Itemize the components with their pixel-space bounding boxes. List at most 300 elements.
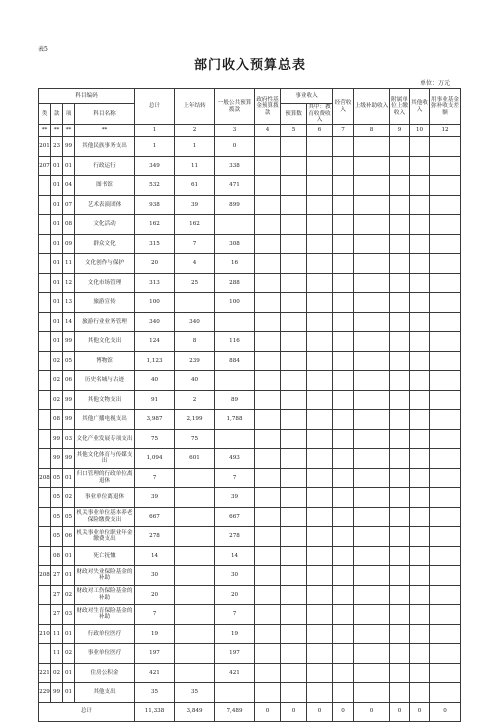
row-general-budget: 288 [215, 273, 255, 293]
subject-name: 住房公积金 [75, 663, 135, 683]
row-operating [333, 137, 354, 157]
class-code [39, 371, 51, 391]
section-code: 99 [63, 137, 75, 157]
row-fund-balance [430, 429, 461, 449]
row-edu-fees [307, 371, 333, 391]
class-code [39, 449, 51, 469]
row-budget-sub [281, 488, 307, 508]
row-fund-balance [430, 312, 461, 332]
row-total: 35 [135, 683, 175, 703]
row-gov-fund [255, 683, 281, 703]
row-subordinate [390, 663, 410, 683]
header-fund-balance: 用事业基金弥补收支差额 [430, 89, 461, 125]
item-code: 01 [51, 234, 63, 254]
row-fund-balance [430, 293, 461, 313]
row-edu-fees [307, 566, 333, 586]
item-code: 27 [51, 585, 63, 605]
row-operating [333, 273, 354, 293]
row-fund-balance [430, 390, 461, 410]
row-operating [333, 410, 354, 430]
item-code: 99 [51, 449, 63, 469]
table-row [39, 215, 461, 235]
row-total: 30 [135, 566, 175, 586]
star-marker: ** [75, 125, 135, 137]
row-other [410, 254, 430, 274]
row-gov-fund [255, 332, 281, 352]
section-code: 11 [63, 254, 75, 274]
table-row [39, 176, 461, 196]
row-superior-subsidy [354, 176, 390, 196]
row-operating [333, 683, 354, 703]
row-operating [333, 644, 354, 664]
row-other [410, 156, 430, 176]
row-general-budget: 884 [215, 351, 255, 371]
item-code: 01 [51, 332, 63, 352]
row-superior-subsidy [354, 293, 390, 313]
column-number: 7 [333, 125, 354, 137]
class-code: 221 [39, 663, 51, 683]
subject-name: 历史名城与古迹 [75, 371, 135, 391]
row-superior-subsidy [354, 137, 390, 157]
subject-name: 其他支出 [75, 683, 135, 703]
row-total: 315 [135, 234, 175, 254]
row-fund-balance [430, 410, 461, 430]
row-general-budget [215, 429, 255, 449]
row-budget-sub [281, 390, 307, 410]
row-total: 1,094 [135, 449, 175, 469]
row-edu-fees [307, 644, 333, 664]
section-code: 05 [63, 351, 75, 371]
row-gov-fund [255, 371, 281, 391]
row-carryover [175, 663, 215, 683]
row-subordinate [390, 546, 410, 566]
row-gov-fund [255, 605, 281, 625]
row-other [410, 293, 430, 313]
row-gov-fund [255, 449, 281, 469]
subject-name: 事业单位医疗 [75, 644, 135, 664]
row-superior-subsidy [354, 156, 390, 176]
row-edu-fees [307, 683, 333, 703]
row-fund-balance [430, 683, 461, 703]
row-general-budget: 493 [215, 449, 255, 469]
row-budget-sub [281, 156, 307, 176]
class-code [39, 605, 51, 625]
row-operating [333, 488, 354, 508]
row-gov-fund [255, 390, 281, 410]
table-row [39, 293, 461, 313]
section-code: 06 [63, 527, 75, 547]
row-total: 938 [135, 195, 175, 215]
row-subordinate [390, 507, 410, 527]
row-subordinate [390, 137, 410, 157]
row-superior-subsidy [354, 605, 390, 625]
row-other [410, 351, 430, 371]
row-budget-sub [281, 254, 307, 274]
row-subordinate [390, 293, 410, 313]
row-superior-subsidy [354, 273, 390, 293]
row-general-budget: 308 [215, 234, 255, 254]
subject-name: 其他文化支出 [75, 332, 135, 352]
row-operating [333, 624, 354, 644]
row-general-budget [215, 215, 255, 235]
table-row [39, 137, 461, 157]
row-total: 20 [135, 585, 175, 605]
section-code: 01 [63, 663, 75, 683]
row-subordinate [390, 449, 410, 469]
row-budget-sub [281, 468, 307, 488]
row-operating [333, 176, 354, 196]
row-fund-balance [430, 195, 461, 215]
section-code: 06 [63, 371, 75, 391]
row-carryover [175, 585, 215, 605]
row-budget-sub [281, 624, 307, 644]
row-carryover: 35 [175, 683, 215, 703]
row-edu-fees [307, 254, 333, 274]
class-code [39, 546, 51, 566]
class-code: 207 [39, 156, 51, 176]
total-budget-sub: 0 [281, 702, 307, 721]
row-gov-fund [255, 273, 281, 293]
row-superior-subsidy [354, 449, 390, 469]
item-code: 27 [51, 605, 63, 625]
subject-name: 博物馆 [75, 351, 135, 371]
row-other [410, 410, 430, 430]
header-general-budget: 一般公共预算拨款 [215, 89, 255, 125]
row-fund-balance [430, 605, 461, 625]
row-general-budget: 421 [215, 663, 255, 683]
row-total: 7 [135, 468, 175, 488]
row-gov-fund [255, 663, 281, 683]
row-general-budget: 30 [215, 566, 255, 586]
row-other [410, 663, 430, 683]
subject-name: 归口管理的行政单位离退休 [75, 468, 135, 488]
column-number: 2 [175, 125, 215, 137]
row-other [410, 429, 430, 449]
row-subordinate [390, 624, 410, 644]
row-total: 3,987 [135, 410, 175, 430]
class-code: 201 [39, 137, 51, 157]
row-subordinate [390, 371, 410, 391]
row-edu-fees [307, 234, 333, 254]
row-superior-subsidy [354, 488, 390, 508]
row-carryover: 239 [175, 351, 215, 371]
row-other [410, 644, 430, 664]
row-superior-subsidy [354, 468, 390, 488]
row-general-budget: 278 [215, 527, 255, 547]
table-row [39, 449, 461, 469]
row-other [410, 273, 430, 293]
row-gov-fund [255, 585, 281, 605]
row-superior-subsidy [354, 527, 390, 547]
row-gov-fund [255, 488, 281, 508]
table-number: 表5 [38, 46, 48, 53]
row-budget-sub [281, 312, 307, 332]
section-code: 03 [63, 429, 75, 449]
row-carryover: 340 [175, 312, 215, 332]
class-code [39, 488, 51, 508]
row-operating [333, 312, 354, 332]
row-edu-fees [307, 215, 333, 235]
subject-name: 财政对生育保险基金的补助 [75, 605, 135, 625]
row-subordinate [390, 390, 410, 410]
row-total: 278 [135, 527, 175, 547]
row-total: 340 [135, 312, 175, 332]
row-subordinate [390, 644, 410, 664]
row-budget-sub [281, 566, 307, 586]
item-code: 05 [51, 468, 63, 488]
row-edu-fees [307, 527, 333, 547]
row-total: 1,123 [135, 351, 175, 371]
subject-name: 文化创作与保护 [75, 254, 135, 274]
row-carryover: 39 [175, 195, 215, 215]
table-row [39, 273, 461, 293]
row-carryover: 8 [175, 332, 215, 352]
section-code: 07 [63, 195, 75, 215]
item-code: 01 [51, 215, 63, 235]
row-superior-subsidy [354, 507, 390, 527]
row-subordinate [390, 254, 410, 274]
row-superior-subsidy [354, 215, 390, 235]
row-carryover [175, 546, 215, 566]
row-budget-sub [281, 332, 307, 352]
section-code: 02 [63, 644, 75, 664]
row-carryover: 601 [175, 449, 215, 469]
table-row [39, 332, 461, 352]
column-number: 9 [390, 125, 410, 137]
row-edu-fees [307, 488, 333, 508]
column-number: 3 [215, 125, 255, 137]
row-gov-fund [255, 468, 281, 488]
item-code: 05 [51, 488, 63, 508]
item-code: 01 [51, 176, 63, 196]
table-row [39, 351, 461, 371]
row-general-budget: 1,788 [215, 410, 255, 430]
row-edu-fees [307, 273, 333, 293]
subject-name: 死亡抚恤 [75, 546, 135, 566]
row-operating [333, 663, 354, 683]
row-operating [333, 156, 354, 176]
row-other [410, 546, 430, 566]
row-total: 667 [135, 507, 175, 527]
section-code: 04 [63, 176, 75, 196]
header-subject-code: 科目编码 [39, 89, 135, 104]
item-code: 01 [51, 254, 63, 274]
row-budget-sub [281, 410, 307, 430]
header-subordinate-income: 附属单位上缴收入 [390, 89, 410, 125]
row-total: 162 [135, 215, 175, 235]
item-code: 99 [51, 429, 63, 449]
row-budget-sub [281, 137, 307, 157]
row-carryover: 1 [175, 137, 215, 157]
row-total: 19 [135, 624, 175, 644]
row-fund-balance [430, 585, 461, 605]
total-operating: 0 [333, 702, 354, 721]
header-operating-income: 经营收入 [333, 89, 354, 125]
row-general-budget: 338 [215, 156, 255, 176]
row-subordinate [390, 312, 410, 332]
row-general-budget: 0 [215, 137, 255, 157]
header-gov-fund: 政府性基金预算拨款 [255, 89, 281, 125]
row-gov-fund [255, 176, 281, 196]
row-total: 1 [135, 137, 175, 157]
column-number: 5 [281, 125, 307, 137]
row-carryover: 2,199 [175, 410, 215, 430]
row-operating [333, 390, 354, 410]
table-row [39, 585, 461, 605]
row-total: 14 [135, 546, 175, 566]
row-general-budget: 16 [215, 254, 255, 274]
row-operating [333, 566, 354, 586]
row-other [410, 683, 430, 703]
header-section: 项 [63, 104, 75, 125]
row-gov-fund [255, 410, 281, 430]
row-fund-balance [430, 176, 461, 196]
section-code: 13 [63, 293, 75, 313]
row-edu-fees [307, 507, 333, 527]
table-row [39, 527, 461, 547]
row-budget-sub [281, 527, 307, 547]
subject-name: 行政运行 [75, 156, 135, 176]
row-other [410, 624, 430, 644]
row-general-budget: 20 [215, 585, 255, 605]
subject-name: 文化活动 [75, 215, 135, 235]
row-superior-subsidy [354, 195, 390, 215]
table-row [39, 410, 461, 430]
item-code: 99 [51, 683, 63, 703]
row-carryover: 2 [175, 390, 215, 410]
row-edu-fees [307, 429, 333, 449]
row-fund-balance [430, 137, 461, 157]
row-fund-balance [430, 546, 461, 566]
header-carryover: 上年结转 [175, 89, 215, 125]
row-general-budget: 197 [215, 644, 255, 664]
row-budget-sub [281, 585, 307, 605]
item-code: 23 [51, 137, 63, 157]
row-operating [333, 449, 354, 469]
row-subordinate [390, 410, 410, 430]
class-code: 208 [39, 468, 51, 488]
section-code: 05 [63, 507, 75, 527]
row-carryover [175, 566, 215, 586]
table-row [39, 488, 461, 508]
table-row [39, 624, 461, 644]
class-code [39, 195, 51, 215]
row-carryover: 40 [175, 371, 215, 391]
subject-name: 其他广播电视支出 [75, 410, 135, 430]
subject-name: 其他民族事务支出 [75, 137, 135, 157]
row-superior-subsidy [354, 644, 390, 664]
subject-name: 其他文化体育与传媒支出 [75, 449, 135, 469]
row-superior-subsidy [354, 254, 390, 274]
item-code: 02 [51, 351, 63, 371]
row-superior-subsidy [354, 312, 390, 332]
row-budget-sub [281, 449, 307, 469]
table-row [39, 468, 461, 488]
row-other [410, 195, 430, 215]
row-edu-fees [307, 312, 333, 332]
star-marker: ** [51, 125, 63, 137]
row-budget-sub [281, 663, 307, 683]
section-code: 99 [63, 449, 75, 469]
row-edu-fees [307, 137, 333, 157]
row-subordinate [390, 332, 410, 352]
section-code: 02 [63, 488, 75, 508]
row-gov-fund [255, 507, 281, 527]
row-operating [333, 371, 354, 391]
row-fund-balance [430, 507, 461, 527]
row-subordinate [390, 585, 410, 605]
page-title: 部门收入预算总表 [193, 58, 306, 73]
header-total: 总计 [135, 89, 175, 125]
column-number: 6 [307, 125, 333, 137]
item-code: 02 [51, 390, 63, 410]
table-row [39, 390, 461, 410]
total-row [39, 702, 461, 721]
row-superior-subsidy [354, 429, 390, 449]
row-other [410, 566, 430, 586]
row-carryover [175, 644, 215, 664]
item-code: 11 [51, 624, 63, 644]
row-total: 91 [135, 390, 175, 410]
row-fund-balance [430, 215, 461, 235]
item-code: 05 [51, 507, 63, 527]
row-subordinate [390, 488, 410, 508]
table-row [39, 195, 461, 215]
section-code: 01 [63, 624, 75, 644]
header-other-income: 其他收入 [410, 89, 430, 125]
item-code: 27 [51, 566, 63, 586]
class-code [39, 644, 51, 664]
class-code [39, 585, 51, 605]
row-gov-fund [255, 156, 281, 176]
row-budget-sub [281, 429, 307, 449]
row-general-budget: 39 [215, 488, 255, 508]
row-other [410, 488, 430, 508]
row-operating [333, 332, 354, 352]
row-carryover: 7 [175, 234, 215, 254]
section-code: 01 [63, 546, 75, 566]
budget-table [38, 88, 461, 722]
row-operating [333, 215, 354, 235]
row-superior-subsidy [354, 410, 390, 430]
row-carryover [175, 605, 215, 625]
row-carryover: 162 [175, 215, 215, 235]
row-other [410, 234, 430, 254]
row-edu-fees [307, 351, 333, 371]
row-subordinate [390, 273, 410, 293]
class-code [39, 234, 51, 254]
row-operating [333, 527, 354, 547]
row-operating [333, 293, 354, 313]
row-carryover [175, 488, 215, 508]
row-total: 75 [135, 429, 175, 449]
total-label: 总计 [39, 702, 135, 721]
row-gov-fund [255, 195, 281, 215]
row-subordinate [390, 429, 410, 449]
column-number: 1 [135, 125, 175, 137]
row-carryover [175, 507, 215, 527]
row-operating [333, 429, 354, 449]
class-code [39, 351, 51, 371]
row-fund-balance [430, 488, 461, 508]
header-edu-fees: 其中：教育收费收入 [308, 104, 331, 124]
row-superior-subsidy [354, 332, 390, 352]
row-superior-subsidy [354, 546, 390, 566]
table-row [39, 156, 461, 176]
column-number: 12 [430, 125, 461, 137]
total-amount: 11,338 [135, 702, 175, 721]
subject-name: 其他文物支出 [75, 390, 135, 410]
